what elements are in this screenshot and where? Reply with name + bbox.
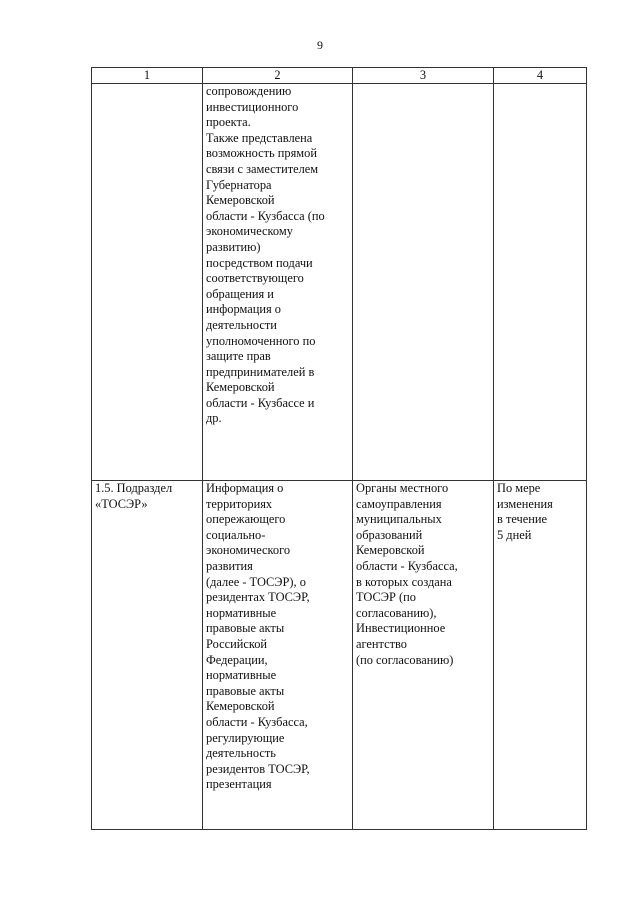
cell-text-line: информация о: [206, 302, 282, 317]
cell-text-line: правовые акты: [206, 683, 285, 698]
table-cell-content: [203, 481, 353, 830]
cell-text-line: в которых создана: [356, 574, 452, 589]
table-cell-section: [92, 84, 203, 481]
document-table: [91, 67, 587, 830]
cell-text-line: Органы местного: [356, 481, 449, 495]
cell-text-line: Губернатора: [206, 177, 272, 192]
column-header-3: 3: [353, 68, 494, 84]
cell-text-line: нормативные: [206, 605, 277, 620]
cell-text-line: 1.5. Подраздел: [95, 481, 173, 495]
cell-text-line: деятельности: [206, 317, 277, 332]
table-header-row: [92, 68, 587, 84]
cell-text-line: правовые акты: [206, 621, 285, 636]
cell-text-line: (далее - ТОСЭР), о: [206, 574, 306, 589]
cell-text-line: резидентах ТОСЭР,: [206, 590, 310, 605]
cell-text-line: возможность прямой: [206, 146, 317, 161]
cell-text-line: деятельность: [206, 746, 276, 761]
cell-text-line: развития: [206, 558, 253, 573]
cell-text-line: регулирующие: [206, 730, 285, 745]
cell-text-line: области - Кузбасса,: [356, 558, 458, 573]
cell-text-line: обращения и: [206, 286, 274, 301]
cell-text-line: опережающего: [206, 512, 286, 527]
cell-text-line: территориях: [206, 496, 273, 511]
cell-text-line: резидентов ТОСЭР,: [206, 761, 310, 776]
cell-text-line: ТОСЭР (по: [356, 590, 416, 605]
table-cell-section: [92, 481, 203, 830]
table-row: [92, 84, 587, 481]
cell-text-line: области - Кузбассе и: [206, 395, 315, 410]
column-header-1: 1: [92, 68, 203, 84]
cell-text-line: развитию): [206, 239, 261, 254]
cell-text-line: изменения: [497, 496, 553, 511]
cell-text-line: социально-: [206, 527, 266, 542]
cell-text-line: Кемеровской: [356, 543, 425, 558]
cell-text-line: экономическому: [206, 224, 293, 239]
cell-text-line: Также представлена: [206, 130, 313, 145]
table-cell-responsible: [353, 481, 494, 830]
cell-text-line: Инвестиционное: [356, 621, 446, 636]
table-cell-deadline: [494, 84, 587, 481]
cell-text-line: области - Кузбасса (по: [206, 208, 325, 223]
table-cell-deadline: [494, 481, 587, 830]
cell-text-line: агентство: [356, 636, 407, 651]
cell-text-line: Российской: [206, 636, 268, 651]
cell-text-line: в течение: [497, 512, 548, 527]
cell-text-line: экономического: [206, 543, 291, 558]
cell-text-line: 5 дней: [497, 527, 532, 542]
cell-text-line: нормативные: [206, 668, 277, 683]
cell-text-line: По мере: [497, 481, 541, 495]
cell-text-line: образований: [356, 527, 423, 542]
table-cell-responsible: [353, 84, 494, 481]
cell-text-line: Кемеровской: [206, 380, 275, 395]
column-header-4: 4: [494, 68, 587, 84]
cell-text-line: инвестиционного: [206, 99, 299, 114]
column-header-2: 2: [203, 68, 353, 84]
cell-text-line: (по согласованию): [356, 652, 454, 667]
cell-text-line: Федерации,: [206, 652, 268, 667]
table-cell-content: [203, 84, 353, 481]
cell-text-line: соответствующего: [206, 271, 304, 286]
cell-text-line: защите прав: [206, 349, 271, 364]
cell-text-line: уполномоченного по: [206, 333, 316, 348]
cell-text-line: посредством подачи: [206, 255, 313, 270]
cell-text-line: проекта.: [206, 115, 251, 130]
cell-text-line: связи с заместителем: [206, 161, 319, 176]
cell-text-line: предпринимателей в: [206, 364, 315, 379]
cell-text-line: муниципальных: [356, 512, 442, 527]
cell-text-line: самоуправления: [356, 496, 442, 511]
table-row: [92, 481, 587, 830]
cell-text-line: сопровождению: [206, 84, 292, 98]
cell-text-line: области - Кузбасса,: [206, 714, 308, 729]
cell-text-line: «ТОСЭР»: [95, 496, 148, 511]
cell-text-line: согласованию),: [356, 605, 437, 620]
cell-text-line: др.: [206, 411, 222, 426]
cell-text-line: презентация: [206, 777, 272, 792]
cell-text-line: Кемеровской: [206, 699, 275, 714]
cell-text-line: Кемеровской: [206, 193, 275, 208]
page-number: 9: [317, 38, 323, 52]
cell-text-line: Информация о: [206, 481, 284, 495]
